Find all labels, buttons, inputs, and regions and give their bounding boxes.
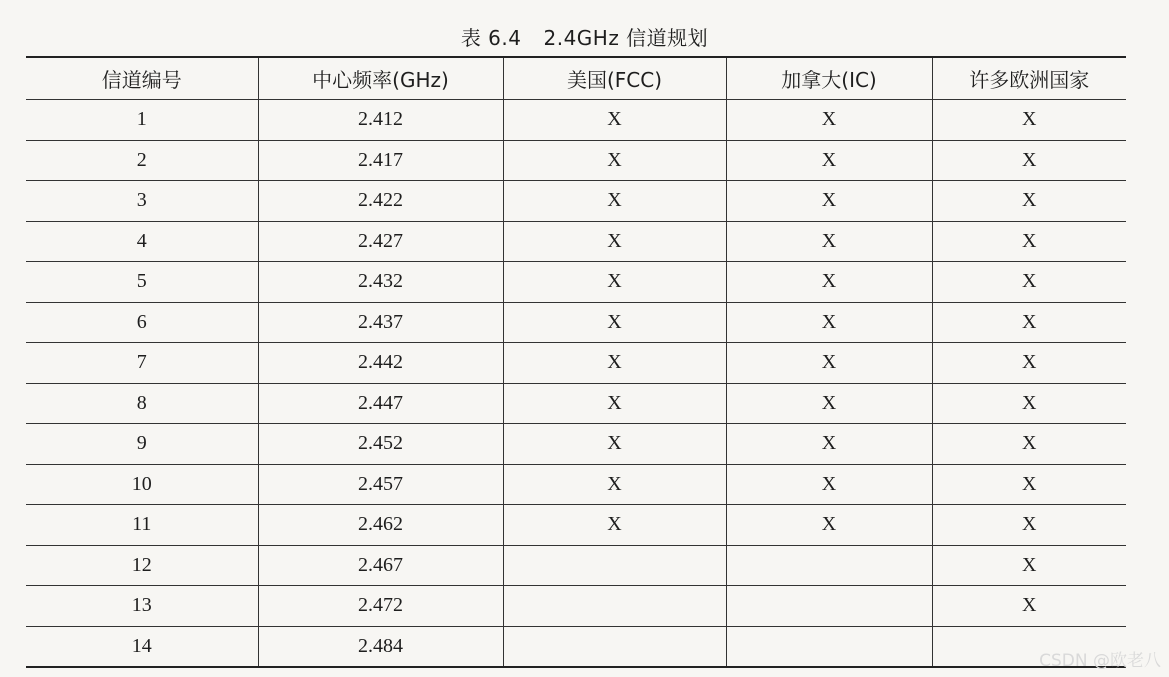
center-frequency-cell: 2.432 xyxy=(258,262,503,303)
header-channel-number: 信道编号 xyxy=(26,57,258,100)
table-row xyxy=(26,545,1126,586)
canada-ic-cell: X xyxy=(726,221,932,262)
channel-number-cell: 12 xyxy=(26,545,258,586)
center-frequency-cell: 2.437 xyxy=(258,302,503,343)
header-usa-fcc: 美国(FCC) xyxy=(503,57,726,100)
europe-cell: X xyxy=(932,424,1126,465)
europe-cell: X xyxy=(932,343,1126,384)
channel-number-cell: 4 xyxy=(26,221,258,262)
usa-fcc-cell xyxy=(503,545,726,586)
table-row xyxy=(26,424,1126,465)
canada-ic-cell: X xyxy=(726,140,932,181)
channel-table xyxy=(26,56,1126,668)
channel-number-cell: 1 xyxy=(26,100,258,141)
channel-number-cell: 6 xyxy=(26,302,258,343)
europe-cell: X xyxy=(932,140,1126,181)
table-row xyxy=(26,302,1126,343)
channel-number-cell: 3 xyxy=(26,181,258,222)
channel-number-cell: 10 xyxy=(26,464,258,505)
table-caption xyxy=(0,22,1169,51)
europe-cell: X xyxy=(932,181,1126,222)
center-frequency-cell: 2.442 xyxy=(258,343,503,384)
table-row xyxy=(26,181,1126,222)
center-frequency-cell: 2.462 xyxy=(258,505,503,546)
usa-fcc-cell xyxy=(503,626,726,667)
usa-fcc-cell: X xyxy=(503,181,726,222)
center-frequency-cell: 2.484 xyxy=(258,626,503,667)
watermark: CSDN @欧老八 xyxy=(1039,651,1161,671)
center-frequency-cell: 2.472 xyxy=(258,586,503,627)
canada-ic-cell xyxy=(726,626,932,667)
channel-number-cell: 5 xyxy=(26,262,258,303)
center-frequency-cell: 2.412 xyxy=(258,100,503,141)
europe-cell: X xyxy=(932,302,1126,343)
canada-ic-cell: X xyxy=(726,383,932,424)
canada-ic-cell: X xyxy=(726,343,932,384)
channel-number-cell: 9 xyxy=(26,424,258,465)
table-row xyxy=(26,100,1126,141)
europe-cell: X xyxy=(932,262,1126,303)
table-row xyxy=(26,383,1126,424)
usa-fcc-cell: X xyxy=(503,343,726,384)
table-row xyxy=(26,343,1126,384)
usa-fcc-cell: X xyxy=(503,140,726,181)
europe-cell: X xyxy=(932,586,1126,627)
center-frequency-cell: 2.422 xyxy=(258,181,503,222)
table-row xyxy=(26,140,1126,181)
header-canada-ic: 加拿大(IC) xyxy=(726,57,932,100)
europe-cell: X xyxy=(932,383,1126,424)
channel-number-cell: 14 xyxy=(26,626,258,667)
europe-cell: X xyxy=(932,100,1126,141)
table-row xyxy=(26,505,1126,546)
header-row xyxy=(26,57,1126,100)
canada-ic-cell: X xyxy=(726,302,932,343)
usa-fcc-cell: X xyxy=(503,100,726,141)
center-frequency-cell: 2.417 xyxy=(258,140,503,181)
usa-fcc-cell xyxy=(503,586,726,627)
table-row xyxy=(26,586,1126,627)
usa-fcc-cell: X xyxy=(503,302,726,343)
canada-ic-cell: X xyxy=(726,464,932,505)
usa-fcc-cell: X xyxy=(503,221,726,262)
table-body xyxy=(26,100,1126,668)
canada-ic-cell xyxy=(726,586,932,627)
europe-cell: X xyxy=(932,505,1126,546)
table-row xyxy=(26,626,1126,667)
center-frequency-cell: 2.452 xyxy=(258,424,503,465)
usa-fcc-cell: X xyxy=(503,505,726,546)
table-row xyxy=(26,221,1126,262)
canada-ic-cell: X xyxy=(726,505,932,546)
channel-number-cell: 11 xyxy=(26,505,258,546)
table-row xyxy=(26,262,1126,303)
europe-cell: X xyxy=(932,221,1126,262)
canada-ic-cell: X xyxy=(726,181,932,222)
usa-fcc-cell: X xyxy=(503,464,726,505)
header-europe: 许多欧洲国家 xyxy=(932,57,1126,100)
channel-number-cell: 13 xyxy=(26,586,258,627)
canada-ic-cell: X xyxy=(726,424,932,465)
table-number: 表 6.4 xyxy=(460,26,522,50)
europe-cell: X xyxy=(932,464,1126,505)
center-frequency-cell: 2.427 xyxy=(258,221,503,262)
center-frequency-cell: 2.467 xyxy=(258,545,503,586)
usa-fcc-cell: X xyxy=(503,383,726,424)
channel-number-cell: 7 xyxy=(26,343,258,384)
channel-number-cell: 8 xyxy=(26,383,258,424)
table-title: 2.4GHz 信道规划 xyxy=(543,26,709,50)
canada-ic-cell: X xyxy=(726,262,932,303)
canada-ic-cell xyxy=(726,545,932,586)
usa-fcc-cell: X xyxy=(503,262,726,303)
channel-number-cell: 2 xyxy=(26,140,258,181)
usa-fcc-cell: X xyxy=(503,424,726,465)
table-row xyxy=(26,464,1126,505)
center-frequency-cell: 2.447 xyxy=(258,383,503,424)
europe-cell: X xyxy=(932,545,1126,586)
header-center-frequency: 中心频率(GHz) xyxy=(258,57,503,100)
canada-ic-cell: X xyxy=(726,100,932,141)
center-frequency-cell: 2.457 xyxy=(258,464,503,505)
